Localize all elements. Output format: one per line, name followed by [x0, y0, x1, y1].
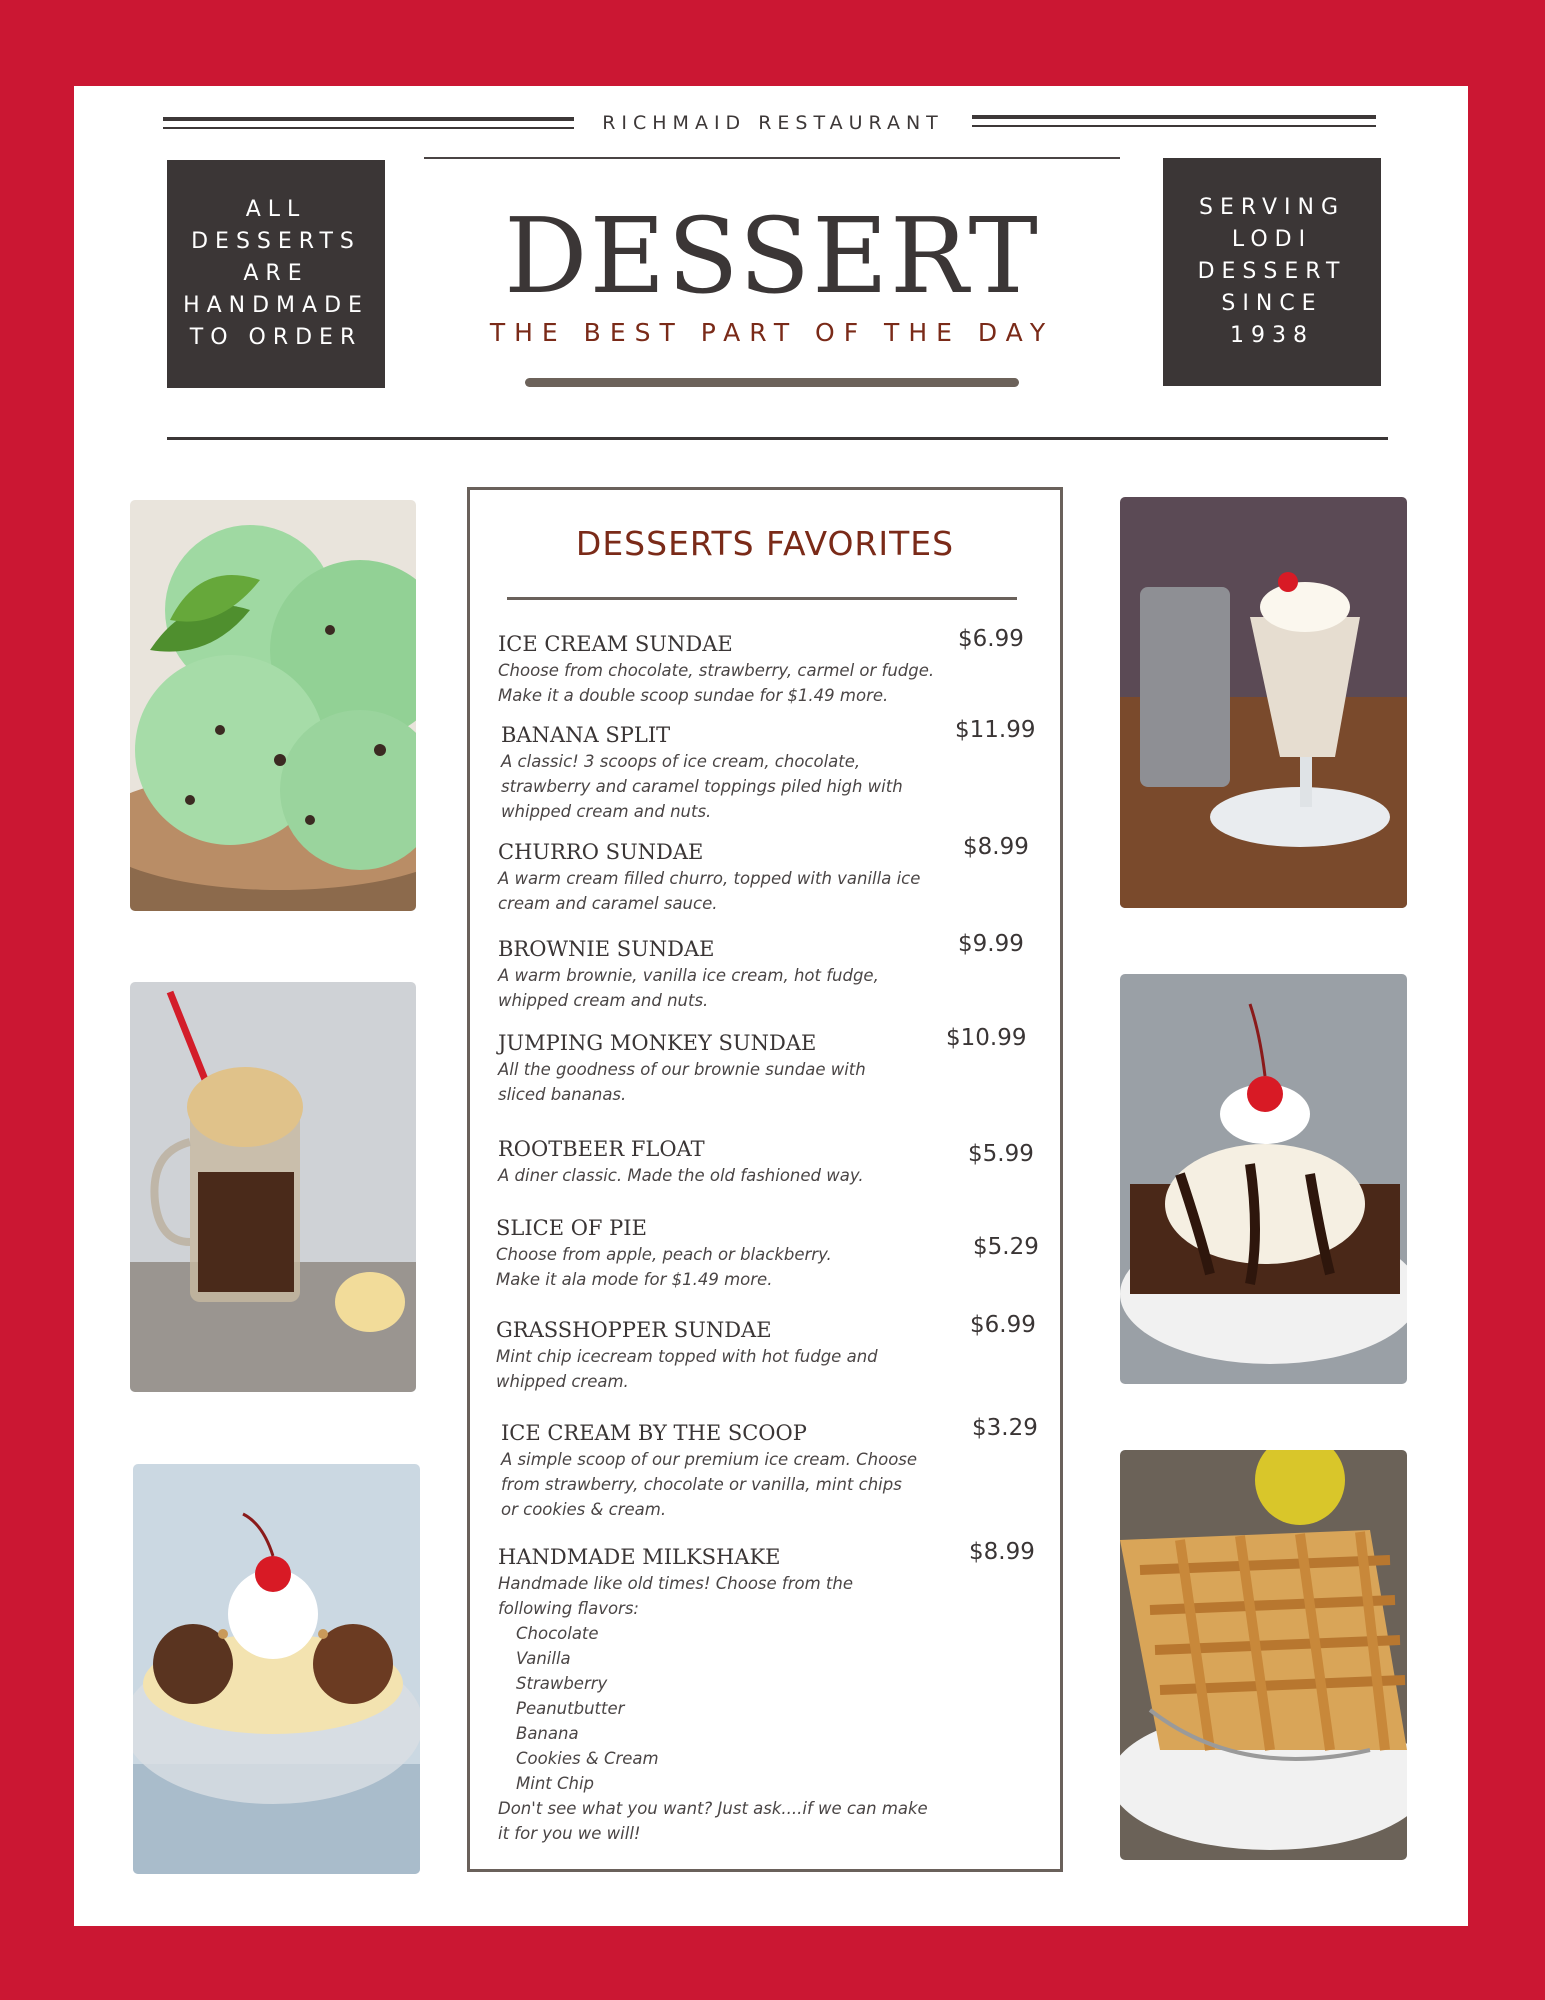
item-name: CHURRO SUNDAE	[498, 840, 704, 864]
menu-item	[498, 931, 1038, 1013]
since-line-5: 1938	[1230, 323, 1314, 348]
flavor-option: Peanutbutter	[516, 1699, 625, 1718]
item-name: BROWNIE SUNDAE	[498, 937, 715, 961]
menu-card	[467, 487, 1063, 1872]
item-price: $5.29	[973, 1234, 1039, 1260]
item-description: Make it a double scoop sundae for $1.49 more.	[498, 686, 889, 705]
handmade-line-2: DESSERTS	[191, 229, 361, 254]
since-line-2: LODI	[1231, 227, 1313, 252]
item-description: Choose from chocolate, strawberry, carmel or fudge.	[498, 661, 935, 680]
item-description: Mint chip icecream topped with hot fudge and	[496, 1347, 878, 1366]
item-description: A diner classic. Made the old fashioned way.	[498, 1166, 864, 1185]
menu-item	[498, 1539, 1038, 1846]
menu-footer-note: Don't see what you want? Just ask....if we can make	[498, 1799, 928, 1818]
item-price: $9.99	[958, 931, 1024, 957]
item-price: $11.99	[955, 717, 1036, 743]
rootbeer-float-photo	[130, 982, 416, 1392]
handmade-line-3: ARE	[243, 261, 309, 286]
brownie-sundae-photo	[1120, 974, 1407, 1384]
item-description: A warm brownie, vanilla ice cream, hot fudge,	[498, 966, 879, 985]
item-description: following flavors:	[498, 1599, 639, 1618]
item-description: from strawberry, chocolate or vanilla, mint chips	[501, 1475, 902, 1494]
item-name: ICE CREAM SUNDAE	[498, 632, 733, 656]
brand-right-rule	[972, 115, 1376, 129]
since-line-4: SINCE	[1221, 291, 1323, 316]
menu-item	[498, 626, 1038, 708]
menu-item	[501, 717, 1041, 824]
brand-left-rule	[163, 117, 574, 131]
menu-item	[496, 1312, 1036, 1394]
flavor-option: Strawberry	[516, 1674, 608, 1693]
menu-item	[496, 1214, 1039, 1292]
banana-split-photo	[133, 1464, 420, 1874]
item-description: sliced bananas.	[498, 1085, 627, 1104]
restaurant-name: RICHMAID RESTAURANT	[602, 112, 944, 134]
item-description: A classic! 3 scoops of ice cream, chocolate,	[501, 752, 861, 771]
since-line-3: DESSERT	[1197, 259, 1347, 284]
item-name: HANDMADE MILKSHAKE	[498, 1545, 781, 1569]
item-description: Handmade like old times! Choose from the	[498, 1574, 853, 1593]
menu-item	[498, 1135, 1038, 1188]
item-price: $8.99	[969, 1539, 1035, 1565]
menu-footer-note: it for you we will!	[498, 1824, 641, 1843]
since-line-1: SERVING	[1199, 195, 1345, 220]
page-title: DESSERT	[504, 195, 1040, 317]
apple-pie-photo	[1120, 1450, 1407, 1860]
menu-heading: DESSERTS FAVORITES	[575, 524, 955, 563]
item-description: or cookies & cream.	[501, 1500, 667, 1519]
handmade-line-4: HANDMADE	[183, 293, 369, 318]
item-price: $6.99	[970, 1312, 1036, 1338]
menu-item	[498, 1025, 1038, 1107]
item-name: ROOTBEER FLOAT	[498, 1137, 705, 1161]
header-rule	[424, 157, 1120, 159]
item-price: $10.99	[946, 1025, 1027, 1051]
item-description: A warm cream filled churro, topped with vanilla ice	[498, 869, 921, 888]
flavor-option: Cookies & Cream	[516, 1749, 659, 1768]
title-underline	[525, 378, 1019, 387]
item-description: whipped cream and nuts.	[498, 991, 709, 1010]
item-description: Choose from apple, peach or blackberry.	[496, 1245, 832, 1264]
milkshake-photo	[1120, 497, 1407, 908]
item-name: GRASSHOPPER SUNDAE	[496, 1318, 772, 1342]
item-name: ICE CREAM BY THE SCOOP	[501, 1421, 807, 1445]
item-price: $5.99	[968, 1141, 1034, 1167]
item-price: $8.99	[963, 834, 1029, 860]
handmade-line-1: ALL	[245, 197, 307, 222]
item-description: whipped cream.	[496, 1372, 629, 1391]
item-description: All the goodness of our brownie sundae with	[498, 1060, 866, 1079]
item-price: $6.99	[958, 626, 1024, 652]
item-description: whipped cream and nuts.	[501, 802, 712, 821]
menu-heading-rule	[507, 597, 1017, 600]
flavor-option: Mint Chip	[516, 1774, 595, 1793]
flavor-option: Vanilla	[516, 1649, 571, 1668]
flavor-option: Chocolate	[516, 1624, 599, 1643]
item-description: A simple scoop of our premium ice cream. Choose	[501, 1450, 918, 1469]
item-price: $3.29	[972, 1415, 1038, 1441]
item-name: SLICE OF PIE	[496, 1216, 647, 1240]
mint-chip-ice-cream-photo	[130, 500, 416, 911]
menu-item	[501, 1415, 1041, 1522]
item-description: strawberry and caramel toppings piled high with	[501, 777, 903, 796]
item-description: Make it ala mode for $1.49 more.	[496, 1270, 773, 1289]
item-description: cream and caramel sauce.	[498, 894, 718, 913]
section-divider	[167, 437, 1388, 440]
since-box	[1163, 158, 1381, 386]
menu-item	[498, 834, 1038, 916]
handmade-box	[167, 160, 385, 388]
item-name: BANANA SPLIT	[501, 723, 671, 747]
tagline: THE BEST PART OF THE DAY	[489, 318, 1055, 347]
flavor-option: Banana	[516, 1724, 579, 1743]
handmade-line-5: TO ORDER	[189, 325, 363, 350]
item-name: JUMPING MONKEY SUNDAE	[498, 1031, 817, 1055]
